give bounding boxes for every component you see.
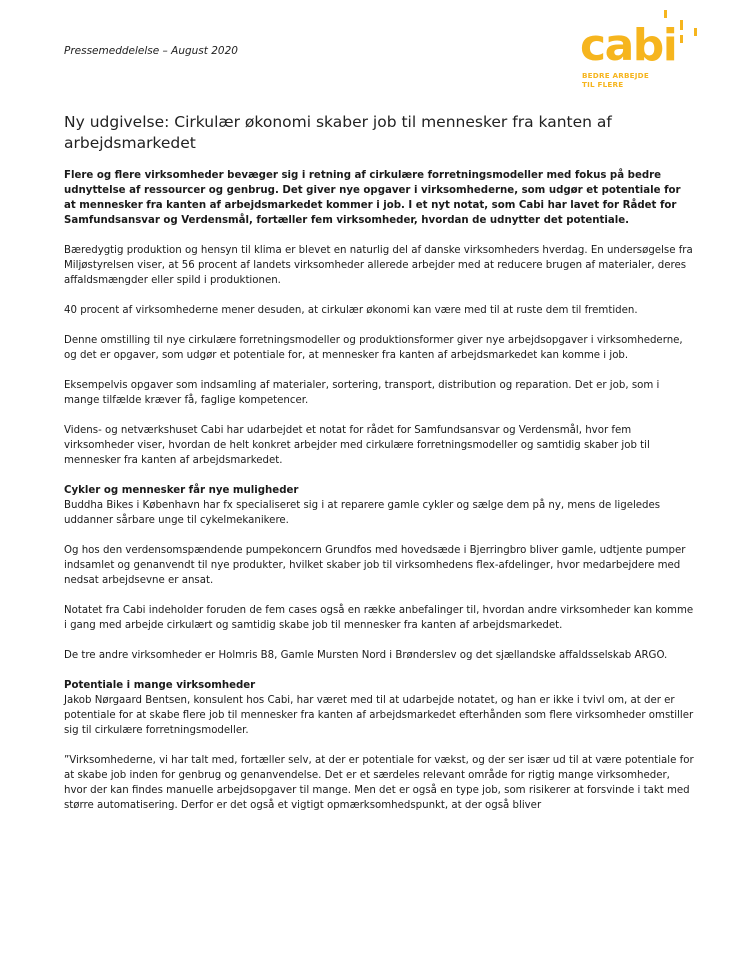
body-paragraph: Jakob Nørgaard Bentsen, konsulent hos Cabi, har været med til at udarbejde notatet, og han er ikke i tvivl om, at der er potentiale for at skabe flere job til mennesker fra kanten af arbejdsmarkedet efterhånden som flere virksomheder omstiller sig til cirkulære forretningsmodeller. — [64, 695, 694, 736]
logo-wordmark: cabi — [580, 20, 677, 71]
logo-tagline — [582, 71, 649, 89]
logo-accent-mark — [664, 10, 667, 18]
article-title: Ny udgivelse: Cirkulær økonomi skaber job til mennesker fra kanten af arbejdsmarkedet — [64, 113, 612, 152]
body-paragraph: Eksempelvis opgaver som indsamling af materialer, sortering, transport, distribution og reparation. Det er job, som i mange tilfælde kræver få, faglige kompetencer. — [64, 380, 660, 406]
logo-tagline-line-1: BEDRE ARBEJDE — [582, 71, 649, 80]
section-heading: Cykler og mennesker får nye muligheder — [64, 485, 299, 496]
logo-accent-mark — [680, 20, 683, 30]
press-release-date: Pressemeddelelse – August 2020 — [64, 45, 238, 57]
lead-paragraph: Flere og flere virksomheder bevæger sig i retning af cirkulære forretningsmodeller med fokus på bedre udnyttelse af ressourcer og genbrug. Det giver nye opgaver i virksomhederne, som udgør et potentiale for at mennesker fra kanten af arbejdsmarkedet kommer i job. I et nyt notat, som Cabi har lavet for Rådet for Samfundsansvar og Verdensmål, fortæller fem virksomheder, hvordan de udnytter det potentiale. — [64, 170, 681, 226]
logo-accent-mark — [694, 28, 697, 36]
quote-paragraph: ”Virksomhederne, vi har talt med, fortæller selv, at der er potentiale for vækst, og der ser især ud til at være potentiale for at skabe job inden for genbrug og genanvendelse. Det er et særdeles relevant område for rigtig mange virksomheder, hvor der kan findes manuelle arbejdsopgaver til mange. Men det er også en type job, som risikerer at forsvinde i takt med større automatisering. Derfor er det også et vigtigt opmærksomhedspunkt, at der også bliver — [64, 755, 694, 811]
body-paragraph: Og hos den verdensomspændende pumpekoncern Grundfos med hovedsæde i Bjerringbro bliver gamle, udtjente pumper indsamlet og genanvendt til nye produkter, hvilket skaber job til virksomhedens flex-afdelinger, hvor medarbejdere med nedsat arbejdsevne er ansat. — [64, 545, 686, 586]
body-paragraph: Bæredygtig produktion og hensyn til klima er blevet en naturlig del af danske virksomheders hverdag. En undersøgelse fra Miljøstyrelsen viser, at 56 procent af landets virksomheder allerede arbejder med at reducere brugen af materialer, deres affaldsmængder eller spild i produktionen. — [64, 245, 693, 286]
cabi-logo — [576, 8, 706, 98]
article-body — [64, 168, 694, 813]
body-paragraph: Denne omstilling til nye cirkulære forretningsmodeller og produktionsformer giver nye arbejdsopgaver i virksomhederne, og det er opgaver, som udgør et potentiale for, at mennesker fra kanten af arbejdsmarkedet kan komme i job. — [64, 335, 683, 361]
body-paragraph: De tre andre virksomheder er Holmris B8, Gamle Mursten Nord i Brønderslev og det sjællandske affaldsselskab ARGO. — [64, 650, 668, 661]
body-paragraph: Buddha Bikes i København har fx specialiseret sig i at reparere gamle cykler og sælge dem på ny, mens de ligeledes uddanner sårbare unge til cykelmekanikere. — [64, 500, 661, 526]
logo-accent-mark — [680, 35, 683, 43]
body-paragraph: Videns- og netværkshuset Cabi har udarbejdet et notat for rådet for Samfundsansvar og Verdensmål, hvor fem virksomheder viser, hvordan de helt konkret arbejder med cirkulære forretningsmodeller og samtidig skaber job til mennesker fra kanten af arbejdsmarkedet. — [64, 425, 650, 466]
section-block — [64, 678, 694, 738]
section-block — [64, 483, 694, 528]
logo-tagline-line-2: TIL FLERE — [582, 80, 624, 89]
body-paragraph: Notatet fra Cabi indeholder foruden de fem cases også en række anbefalinger til, hvordan andre virksomheder kan komme i gang med arbejde cirkulært og samtidig skabe job til mennesker fra kanten af arbejdsmarkedet. — [64, 605, 694, 631]
section-heading: Potentiale i mange virksomheder — [64, 680, 256, 691]
body-paragraph: 40 procent af virksomhederne mener desuden, at cirkulær økonomi kan være med til at ruste dem til fremtiden. — [64, 305, 638, 316]
